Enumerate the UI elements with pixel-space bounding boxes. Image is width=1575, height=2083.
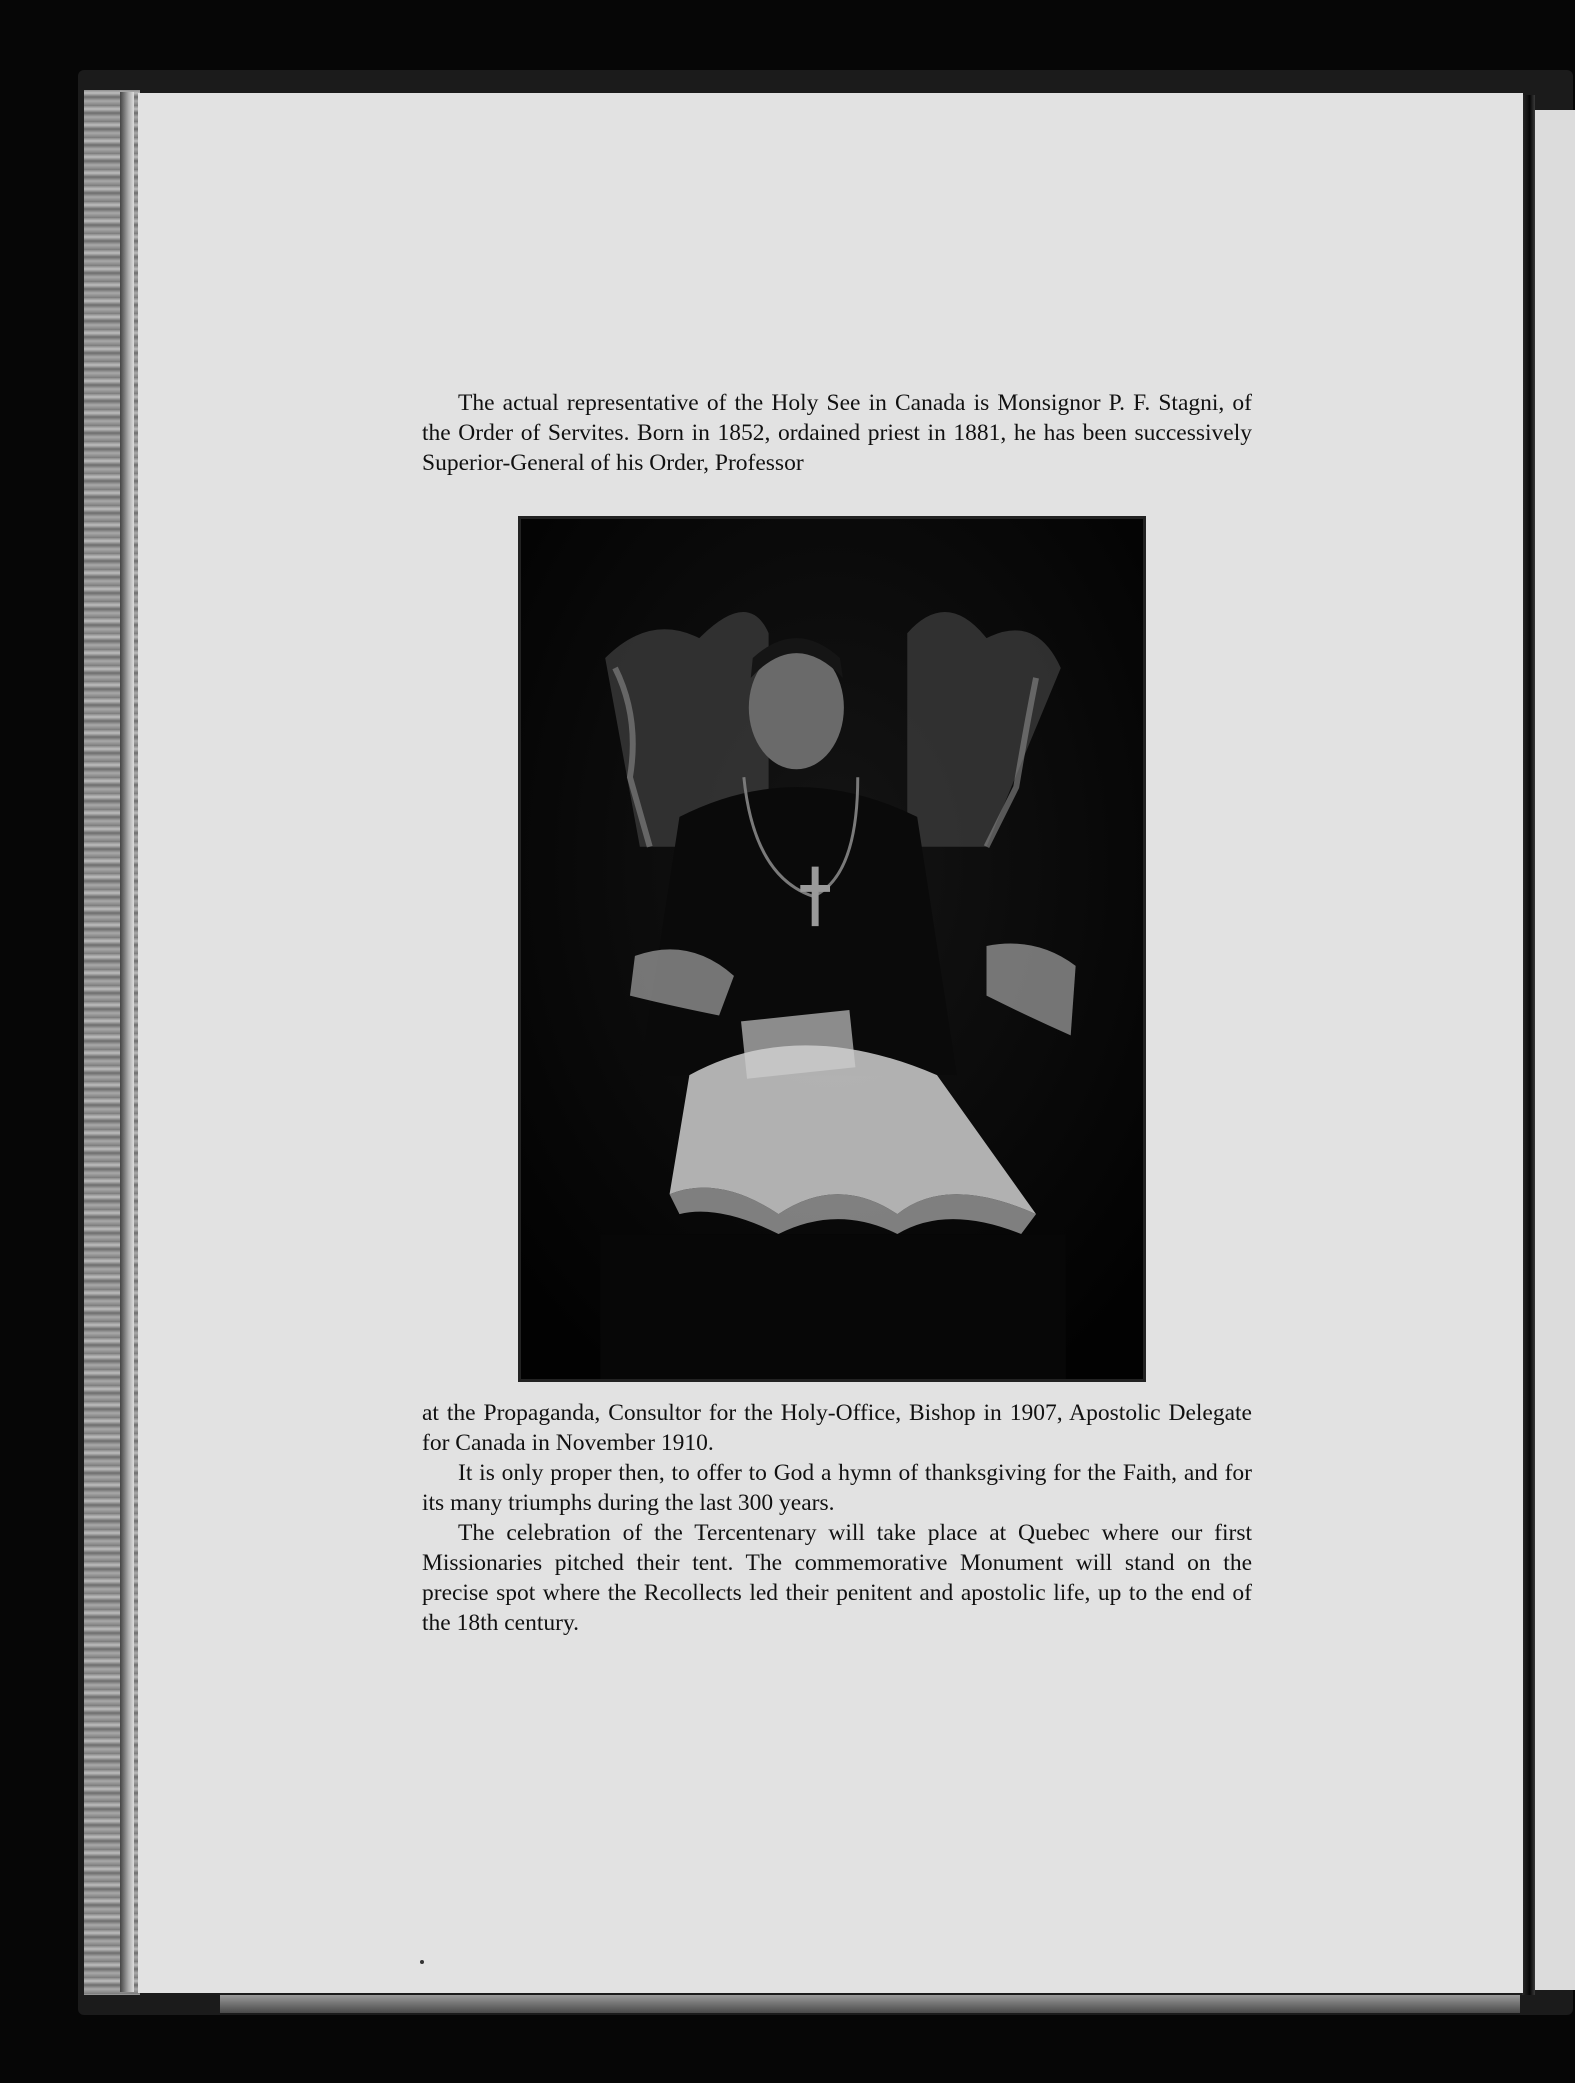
bottom-paragraph-2: It is only proper then, to offer to God a hymn of thanksgiving for the Faith, and for its many triumphs during the last 300 years.	[422, 1460, 1252, 1516]
top-text-block	[422, 388, 1252, 478]
bottom-paragraph-1: at the Propaganda, Consultor for the Holy-Office, Bishop in 1907, Apostolic Delegate for Canada in November 1910.	[422, 1400, 1252, 1456]
top-paragraph: The actual representative of the Holy See in Canada is Monsignor P. F. Stagni, of the Order of Servites. Born in 1852, ordained priest in 1881, he has been successively Superior-General of his Order, Professor	[422, 390, 1252, 476]
bottom-page-edge	[220, 1995, 1520, 2013]
facing-page-edge	[1535, 110, 1575, 1990]
book-gutter	[1522, 95, 1535, 1995]
portrait-photograph	[518, 516, 1146, 1382]
bottom-text-block	[422, 1398, 1252, 1638]
page-speck	[420, 1960, 424, 1964]
portrait-image	[521, 519, 1143, 1379]
bottom-paragraph-3: The celebration of the Tercentenary will take place at Quebec where our first Missionaries pitched their tent. The commemorative Monument will stand on the precise spot where the Recollects led their penitent and apostolic life, up to the end of the 18th century.	[422, 1520, 1252, 1636]
page-stack-shadow	[120, 92, 134, 1992]
